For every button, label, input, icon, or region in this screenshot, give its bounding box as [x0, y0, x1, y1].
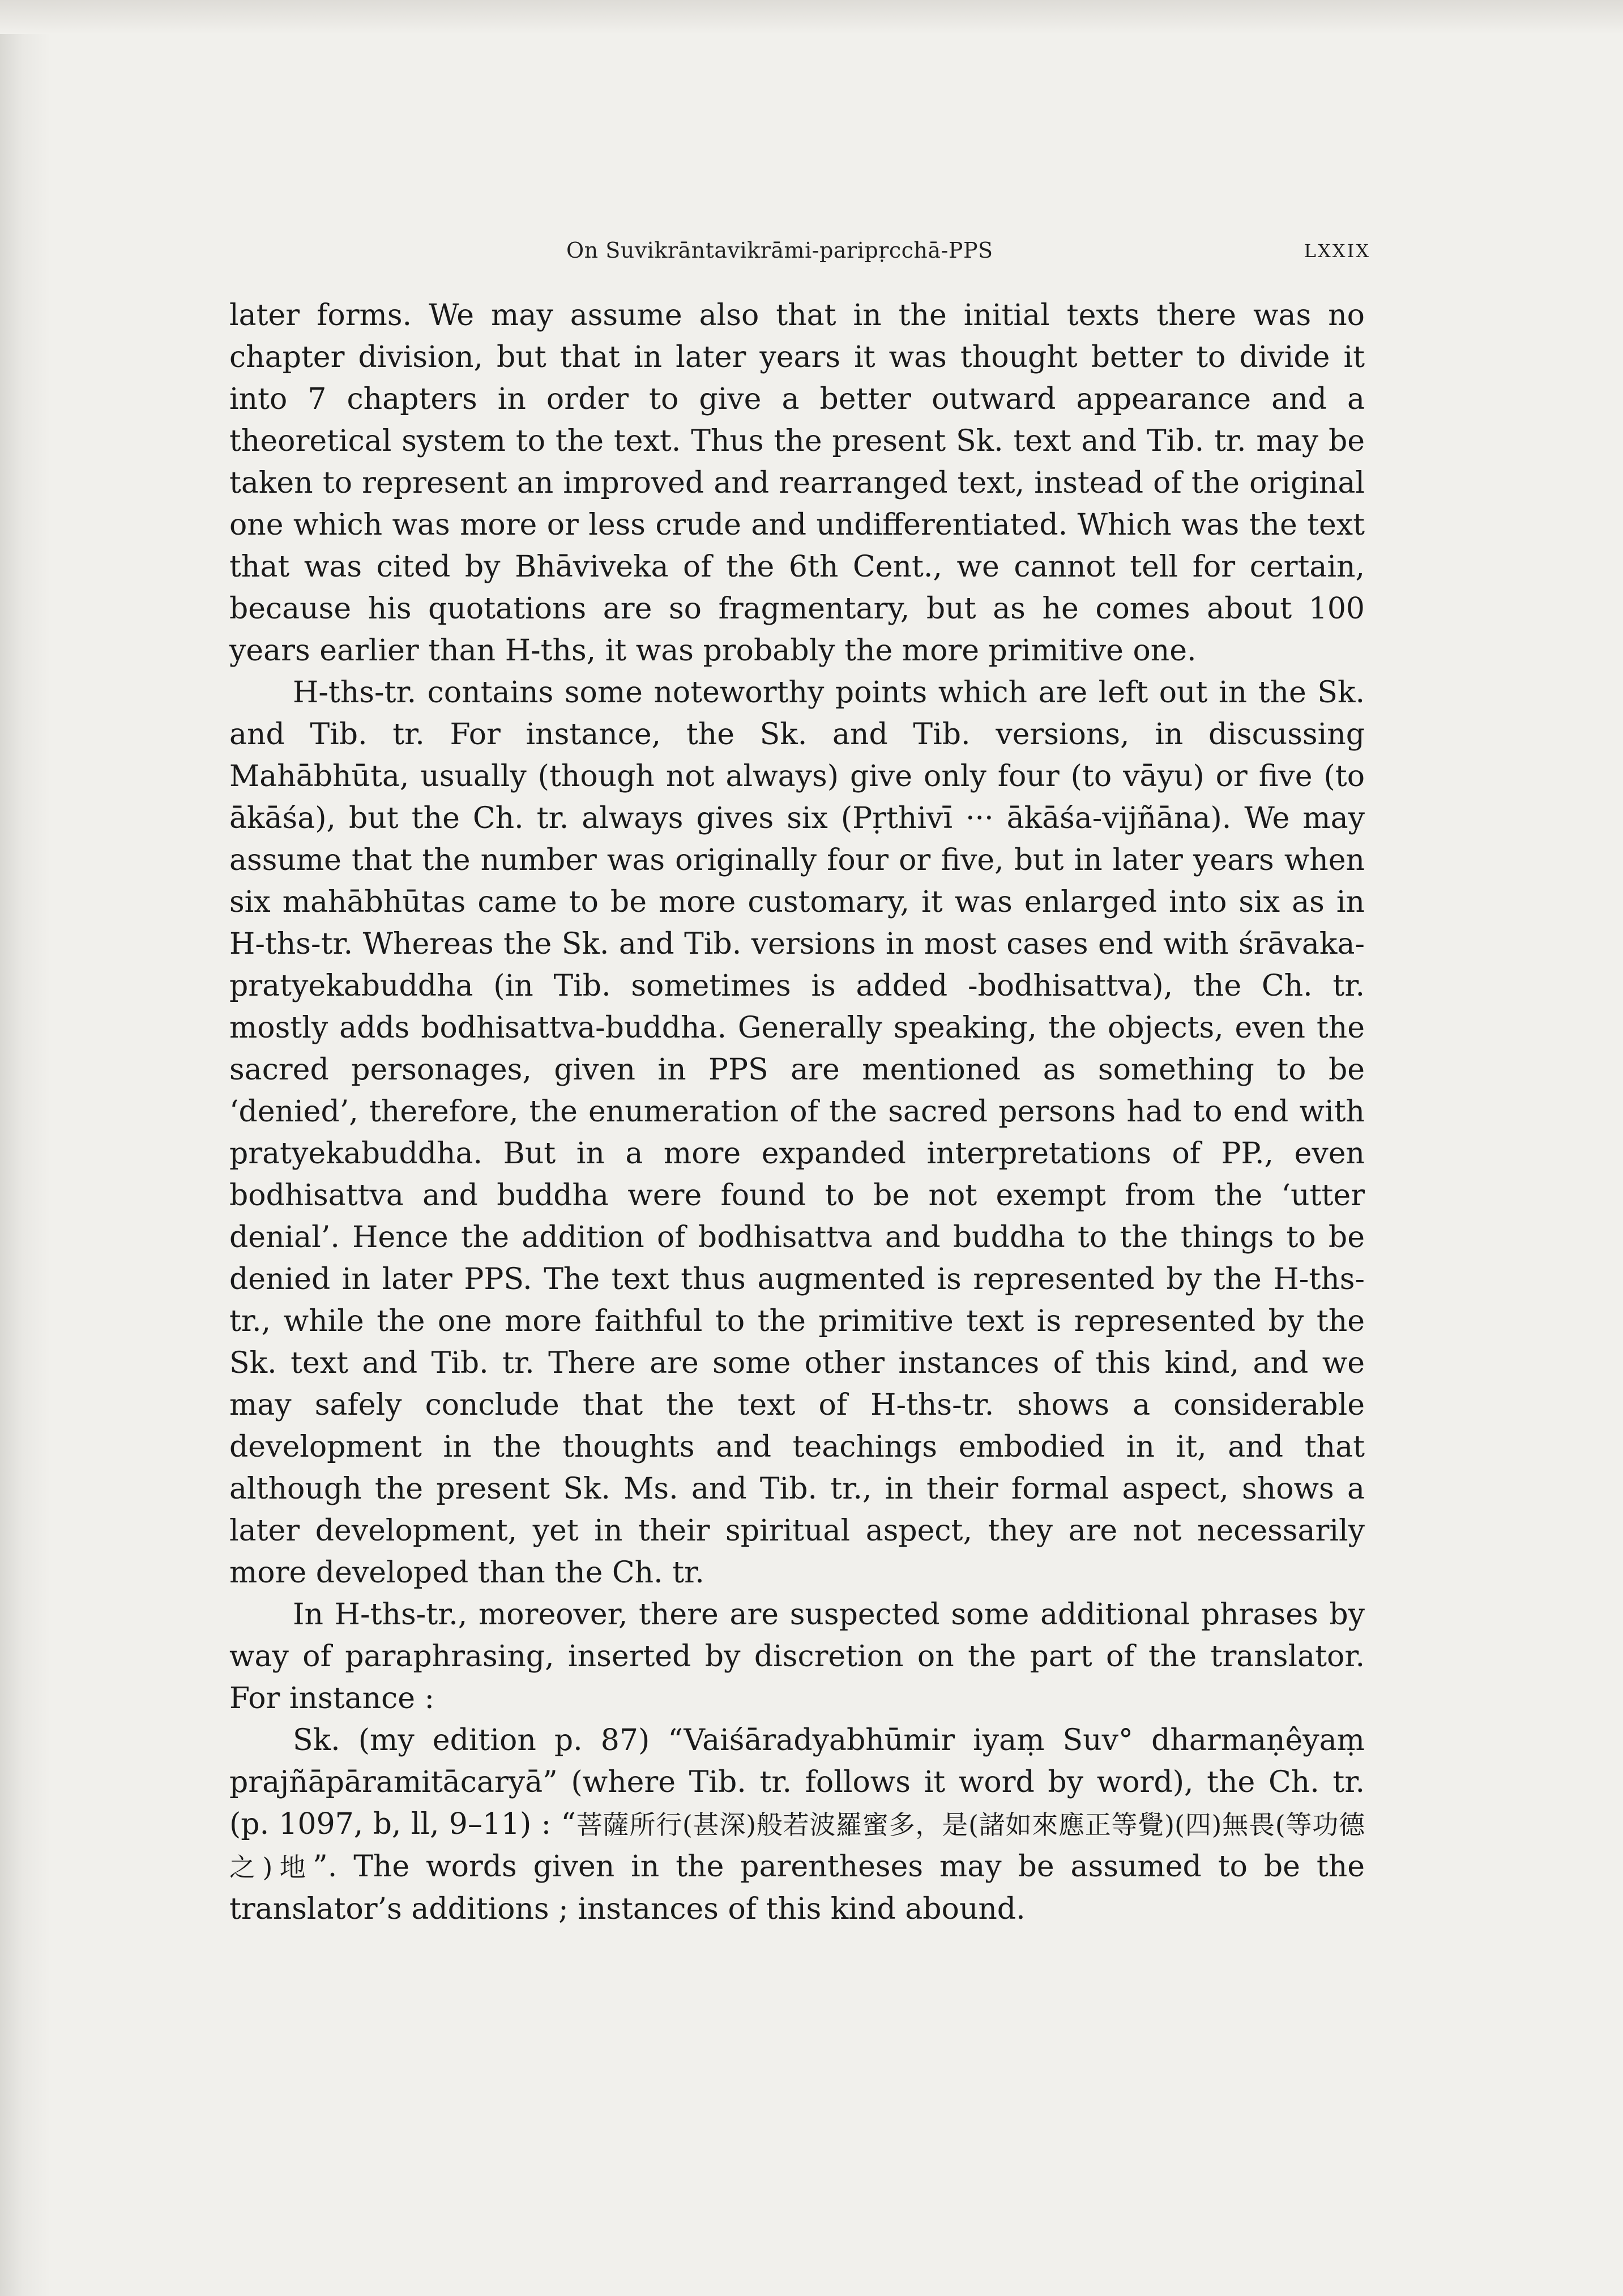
example-tail: ”. The words given in the parentheses may be assumed to be the translator’s additions ; instances of this kind abound. — [229, 1850, 1365, 1926]
body-text — [229, 295, 1365, 1930]
paragraph-1: later forms. We may assume also that in the initial texts there was no chapter division, but that in later years it was thought better to divide it into 7 chapters in order to give a better outward appearance and a theoretical system to the text. Thus the present Sk. text and Tib. tr. may be taken to represent an improved and rearranged text, instead of the original one which was more or less crude and undifferentiated. Which was the text that was cited by Bhāviveka of the 6th Cent., we cannot tell for certain, because his quotations are so fragmentary, but as he comes about 100 years earlier than H-ths, it was probably the more primitive one. — [229, 298, 1365, 668]
running-head — [238, 238, 1370, 272]
paragraph-example — [229, 1719, 1365, 1930]
running-title: On Suvikrāntavikrāmi-paripṛcchā-PPS — [566, 238, 993, 263]
page-number: LXXIX — [1304, 240, 1370, 262]
example-lead: Sk. (my edition p. 87) “Vaiśāradyabhūmir iyaṃ Suv° dharmaṇêyaṃ prajñāpāramitācaryā” (where Tib. tr. follows it word by word), the Ch. tr. (p. 1097, b, ll, 9–11) : “ — [229, 1723, 1365, 1841]
scan-shadow-top — [0, 0, 1623, 34]
paragraph-2: H-ths-tr. contains some noteworthy points which are left out in the Sk. and Tib. tr. For instance, the Sk. and Tib. versions, in discussing Mahābhūta, usually (though not always) give only four (to vāyu) or five (to ākāśa), but the Ch. tr. always gives six (Pṛthivī ··· ākāśa-vijñāna). We may assume that the number was originally four or five, but in later years when six mahābhūtas came to be more customary, it was enlarged into six as in H-ths-tr. Whereas the Sk. and Tib. versions in most cases end with śrāvaka-pratyekabuddha (in Tib. sometimes is added -bodhisattva), the Ch. tr. mostly adds bodhisattva-buddha. Generally speaking, the objects, even the sacred personages, given in PPS are mentioned as something to be ‘denied’, therefore, the enumeration of the sacred persons had to end with pratyekabuddha. But in a more expanded interpretations of PP., even bodhisattva and buddha were found to be not exempt from the ‘utter denial’. Hence the addition of bodhisattva and buddha to the things to be denied in later PPS. The text thus augmented is represented by the H-ths-tr., while the one more faithful to the primitive text is represented by the Sk. text and Tib. tr. There are some other instances of this kind, and we may safely conclude that the text of H-ths-tr. shows a considerable development in the thoughts and teachings embodied in it, and that although the present Sk. Ms. and Tib. tr., in their formal aspect, shows a later development, yet in their spiritual aspect, they are not necessarily more developed than the Ch. tr. — [229, 676, 1365, 1590]
paragraph-3: In H-ths-tr., moreover, there are suspected some additional phrases by way of paraphrasing, inserted by discretion on the part of the translator. For instance : — [229, 1598, 1365, 1715]
example-chinese: 菩薩所行(甚深)般若波羅蜜多，是(諸如來應正等覺)(四)無畏(等功德之)地 — [229, 1810, 1365, 1883]
scan-shadow-left — [0, 0, 51, 2296]
